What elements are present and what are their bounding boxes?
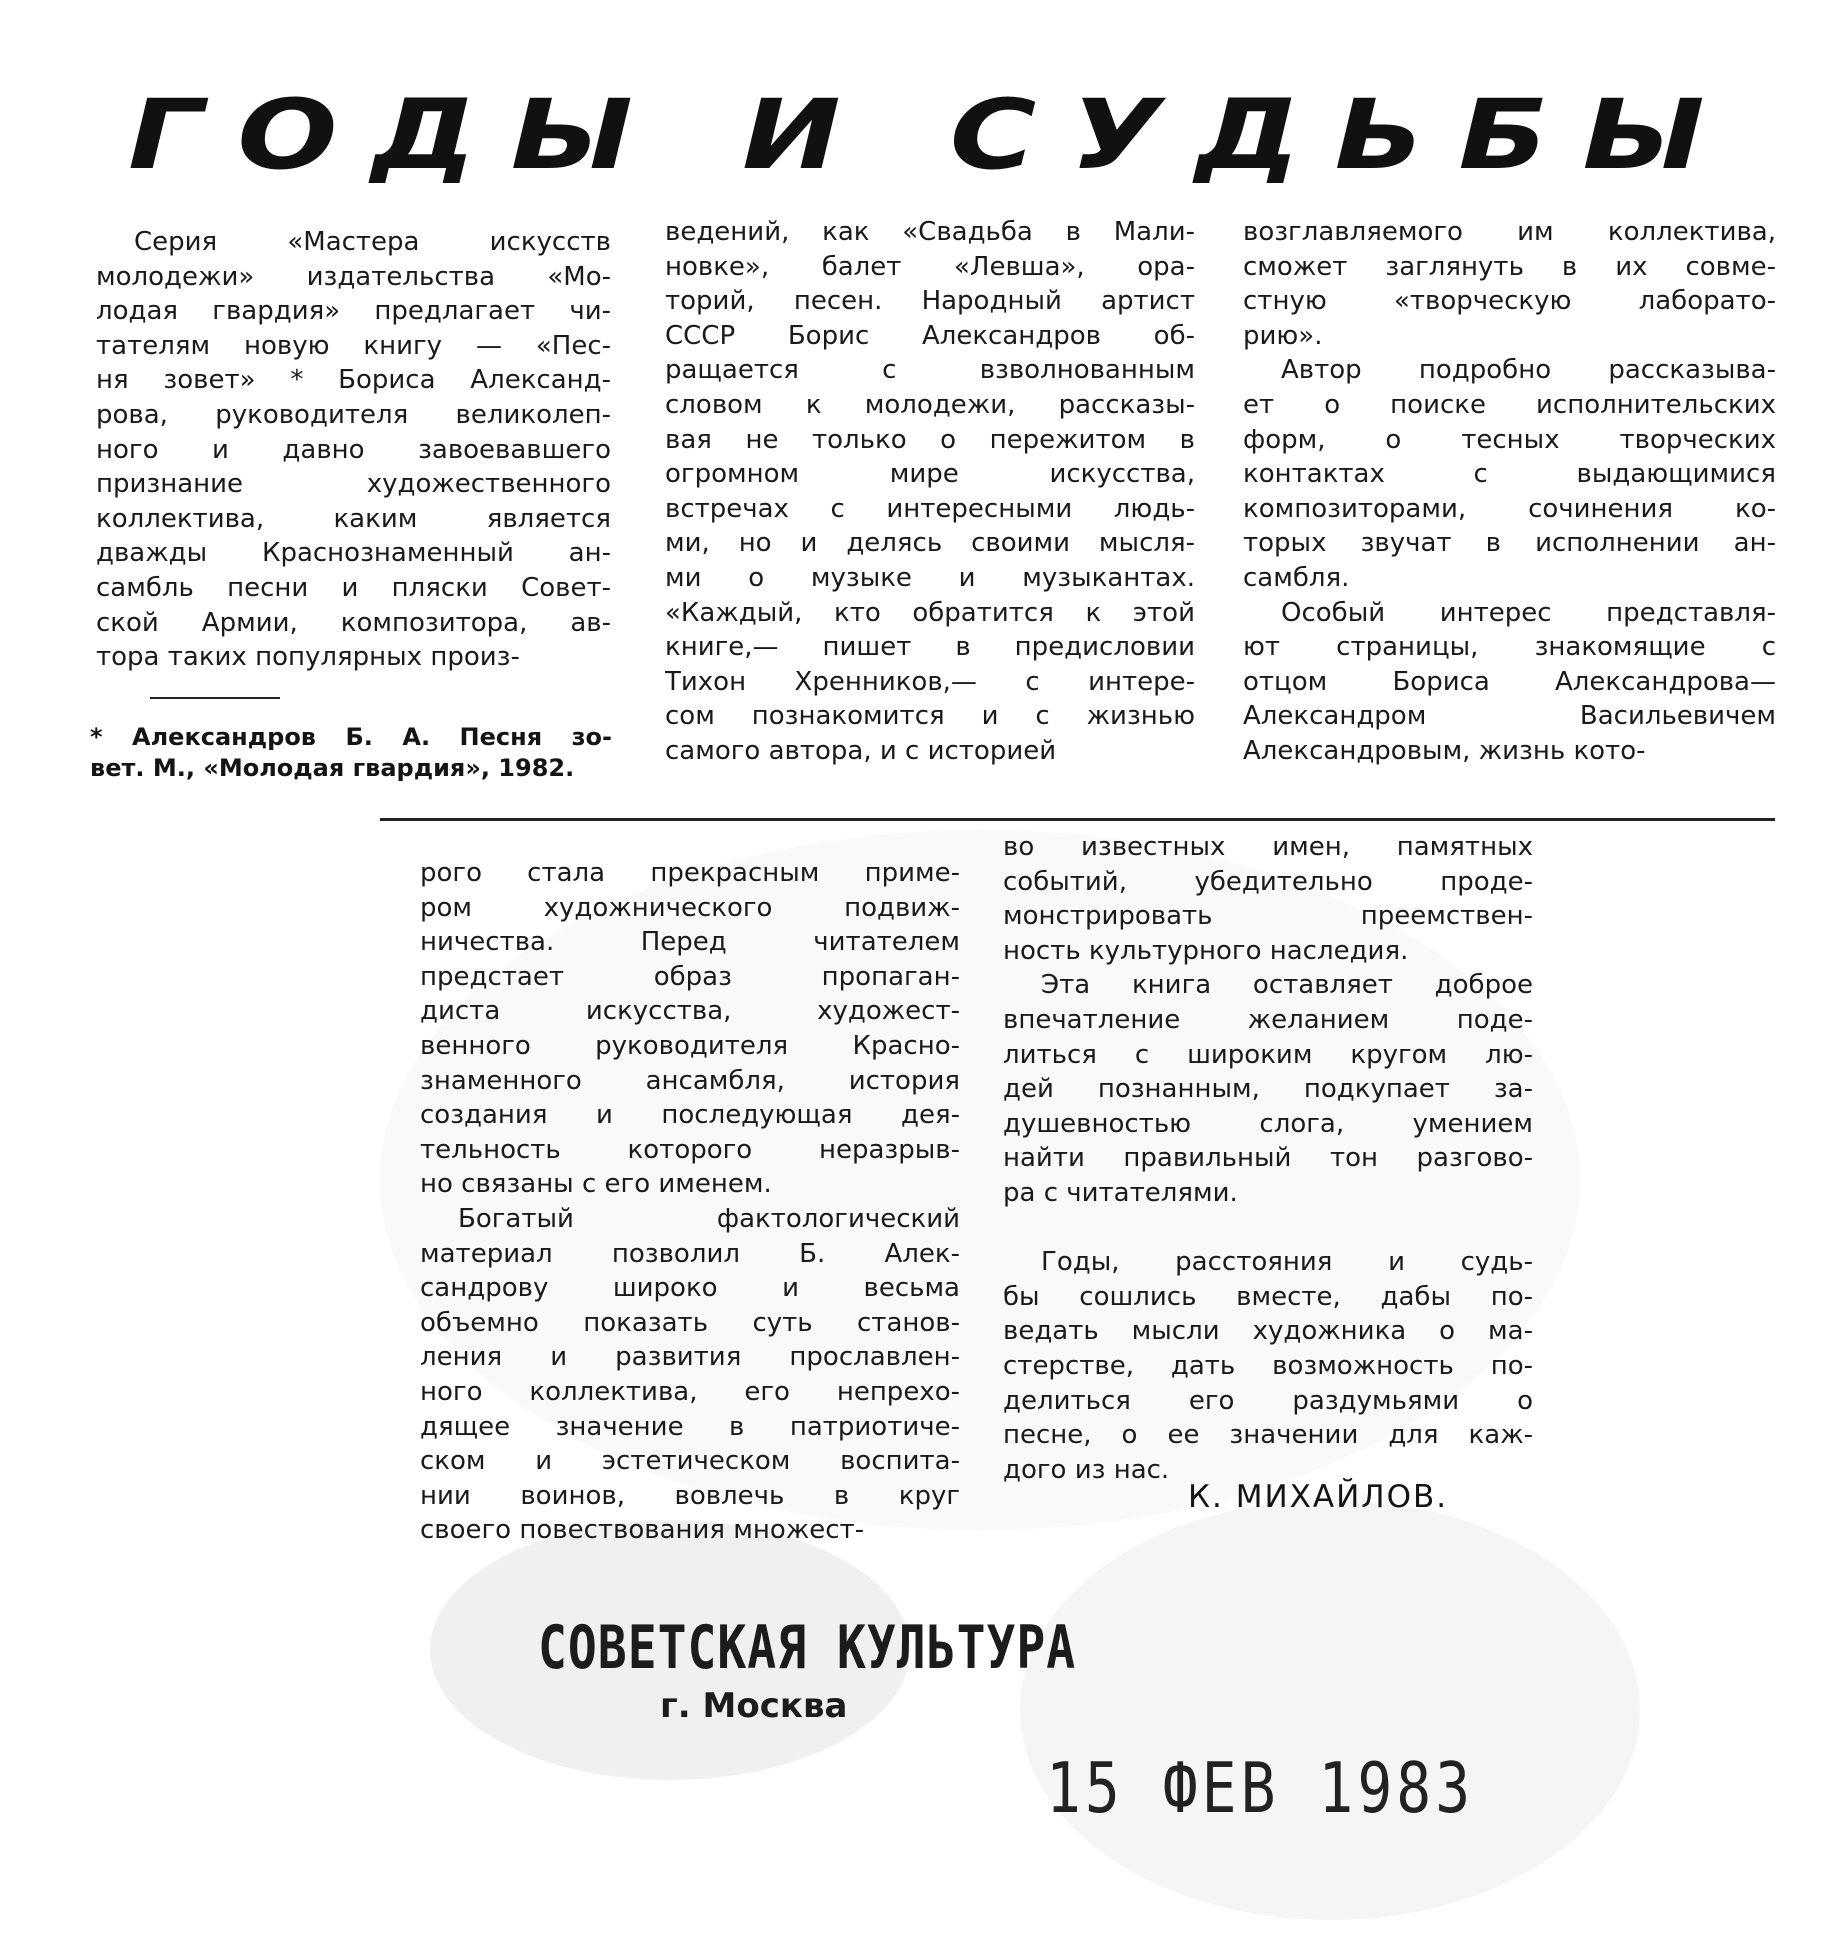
paper-smudge [1020,1500,1640,1920]
article-line: ведений, как «Свадьба в Мали- [665,217,1195,247]
article-line: огромном мире искусства, [665,459,1195,490]
article-line: дей познанным, подкупает за- [1003,1074,1533,1105]
article-line: тателям новую книгу — «Пес- [96,330,611,361]
article-line: композиторами, сочинения ко- [1243,493,1776,524]
article-line: дважды Краснознаменный ан- [96,538,611,569]
article-line: самбль песни и пляски Совет- [96,572,611,603]
article-title: ГОДЫ И СУДЬБЫ [128,77,1739,192]
article-line: ми о музыке и музыкантах. [665,562,1195,593]
article-line: тора таких популярных произ- [96,642,520,673]
article-line: молодежи» издательства «Мо- [96,261,611,292]
article-line: песне, о ее значении для каж- [1003,1420,1533,1451]
article-column-4 [420,856,960,1548]
article-line: рова, руководителя великолеп- [96,399,611,430]
article-line: рого стала прекрасным приме- [420,858,960,888]
article-line: Годы, расстояния и судь- [1041,1247,1533,1278]
article-line: ском и эстетическом воспита- [420,1446,960,1477]
article-line: Серия «Мастера искусств [134,227,611,257]
article-line: ность культурного наследия. [1003,935,1409,966]
article-line: объемно показать суть станов- [420,1307,960,1338]
article-line: «Каждый, кто обратится к этой [665,597,1195,628]
article-line: ничества. Перед читателем [420,927,960,958]
article-line: Автор подробно рассказыва- [1281,355,1776,386]
article-column-3 [1243,215,1776,769]
article-line: но связаны с его именем. [420,1169,772,1200]
article-line: найти правильный тон разгово- [1003,1143,1533,1174]
article-line: Александром Васильевичем [1243,701,1776,732]
article-line: новке», балет «Левша», ора- [665,251,1195,282]
article-line: литься с широким кругом лю- [1003,1039,1533,1070]
article-line: Александровым, жизнь кото- [1243,735,1646,766]
footnote-rule [150,697,280,699]
article-line: сом познакомится и с жизнью [665,701,1195,732]
article-line: рию». [1243,320,1323,351]
article-line: создания и последующая дея- [420,1100,960,1131]
article-line: дого из нас. [1003,1454,1170,1485]
article-line: сможет заглянуть в их совме- [1243,251,1776,282]
article-line: диста искусства, художест- [420,996,960,1027]
article-line: венного руководителя Красно- [420,1030,960,1061]
article-line [1003,1211,1533,1246]
article-line: Эта книга оставляет доброе [1041,970,1533,1001]
article-line: СССР Борис Александров об- [665,320,1195,351]
article-line: признание художественного [96,469,611,500]
article-line: ром художнического подвиж- [420,892,960,923]
article-line: самбля. [1243,562,1350,593]
publication-stamp: СОВЕТСКАЯ КУЛЬТУРА [538,1613,1077,1683]
article-line: своего повествования множест- [420,1515,865,1546]
article-line: словом к молодежи, рассказы- [665,389,1195,420]
article-line: знаменного ансамбля, история [420,1065,960,1096]
article-line: коллектива, каким является [96,503,611,534]
article-column-1 [96,225,611,675]
article-line: ращается с взволнованным [665,355,1195,386]
article-line: нии воинов, вовлечь в круг [420,1480,960,1511]
article-line: бы сошлись вместе, дабы по- [1003,1281,1533,1312]
publication-city: г. Москва [660,1686,848,1726]
article-line: лодая гвардия» предлагает чи- [96,296,611,327]
article-line: во известных имен, памятных [1003,832,1533,862]
article-line: вая не только о пережитом в [665,424,1195,455]
date-stamp: 15 ФЕВ 1983 [1046,1747,1475,1829]
article-line: книге,— пишет в предисловии [665,632,1195,663]
author-signature: К. МИХАЙЛОВ. [1188,1479,1449,1515]
article-line: ня зовет» * Бориса Александ- [96,365,611,396]
article-column-2 [665,215,1195,769]
article-line: Богатый фактологический [458,1203,960,1234]
article-line: стную «творческую лаборато- [1243,286,1776,317]
article-line: контактах с выдающимися [1243,459,1776,490]
article-line: впечатление желанием поде- [1003,1004,1533,1035]
article-line: ми, но и делясь своими мысля- [665,528,1195,559]
article-line: ведать мысли художника о ма- [1003,1316,1533,1347]
article-line: торий, песен. Народный артист [665,286,1195,317]
article-line: предстает образ пропаган- [420,961,960,992]
article-line: ного и давно завоевавшего [96,434,611,465]
article-line: душевностью слога, умением [1003,1108,1533,1139]
article-line: самого автора, и с историей [665,735,1057,766]
article-line: ской Армии, композитора, ав- [96,607,611,638]
article-line: Особый интерес представля- [1281,597,1776,628]
article-line: встречах с интересными людь- [665,493,1195,524]
article-line: отцом Бориса Александрова— [1243,666,1776,697]
article-line: Тихон Хренников,— с интере- [665,666,1195,697]
article-line: форм, о тесных творческих [1243,424,1776,455]
article-line: ного коллектива, его непрехо- [420,1376,960,1407]
article-line: стерстве, дать возможность по- [1003,1350,1533,1381]
article-column-5 [1003,830,1533,1487]
article-line: возглавляемого им коллектива, [1243,217,1776,247]
article-line: дящее значение в патриотиче- [420,1411,960,1442]
article-line: монстрировать преемствен- [1003,901,1533,932]
article-line: ет о поиске исполнительских [1243,389,1776,420]
article-line: делиться его раздумьями о [1003,1385,1533,1416]
footnote-line: вет. М., «Молодая гвардия», 1982. [90,754,575,782]
article-line: ления и развития прославлен- [420,1342,960,1373]
article-line: торых звучат в исполнении ан- [1243,528,1776,559]
article-line: ют страницы, знакомящие с [1243,632,1776,663]
article-line: тельность которого неразрыв- [420,1134,960,1165]
section-divider [380,818,1775,821]
article-line: событий, убедительно проде- [1003,866,1533,897]
article-line: материал позволил Б. Алек- [420,1238,960,1269]
article-line: ра с читателями. [1003,1177,1238,1208]
article-line: сандрову широко и весьма [420,1273,960,1304]
footnote [90,722,612,784]
footnote-line: * Александров Б. А. Песня зо- [90,723,612,751]
